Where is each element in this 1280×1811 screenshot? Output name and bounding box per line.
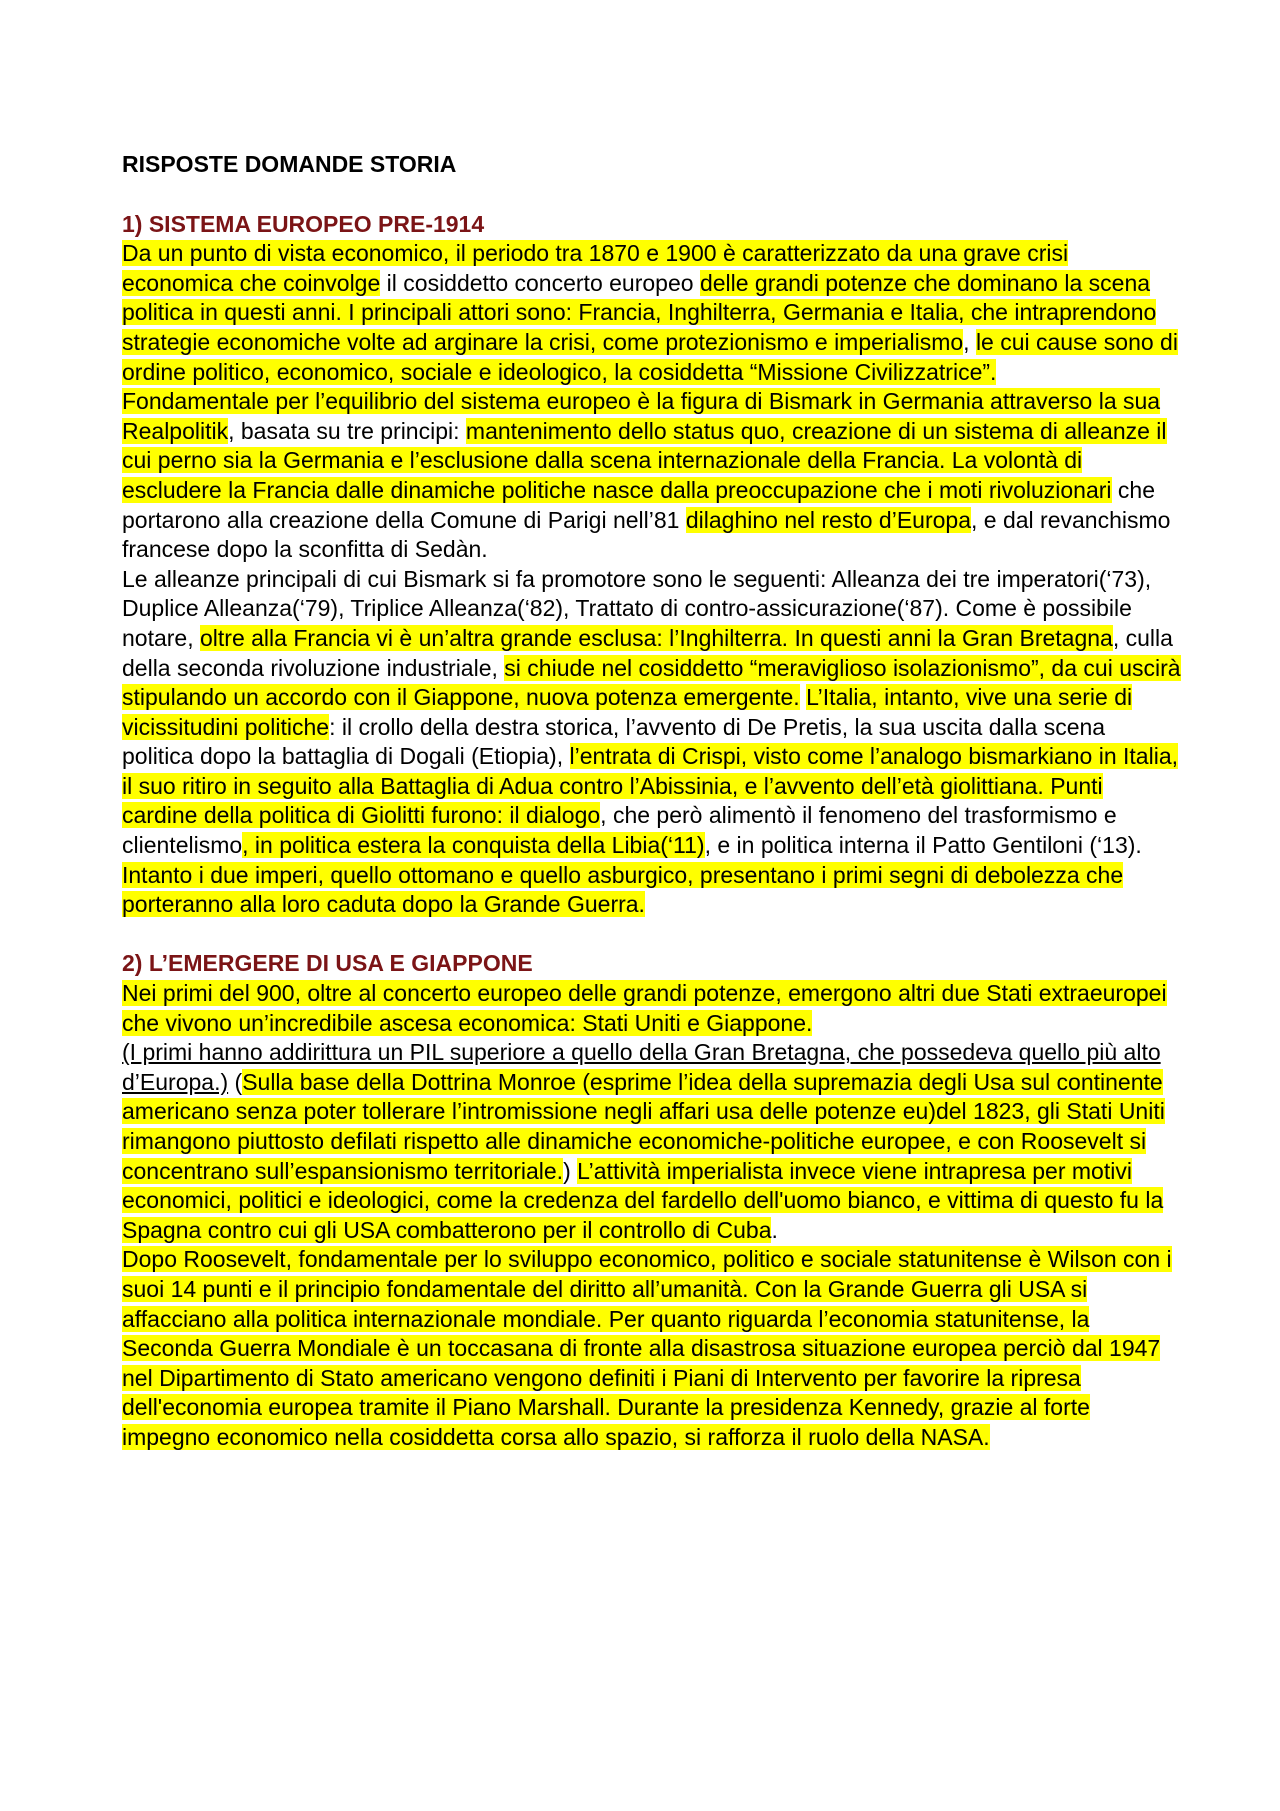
text-run: ( (228, 1068, 243, 1095)
text-run: Le alleanze principali di cui Bismark si fa promotore sono le seguenti: Alleanza dei tre imperatori(‘73), Duplice Alleanza(‘79), Triplice Alleanza(‘82), Trattato di contro-assicurazione(‘87). Come è possibile notare, (122, 565, 1152, 651)
underlined-text: (I primi hanno addirittura un PIL superiore a quello della Gran Bretagna, che possedeva quello più alto d’Europa.) (122, 1039, 1161, 1095)
text-run: . (771, 1216, 778, 1243)
text-run: , che però alimentò il fenomeno del trasformismo e clientelismo (122, 802, 1117, 859)
section-heading: 1) SISTEMA EUROPEO PRE-1914 (122, 210, 485, 237)
highlighted-text: delle grandi potenze che dominano la scena politica in questi anni. I principali attori sono: Francia, Inghilterra, Germania e Italia, che intraprendono strategie economiche volte ad arginare la crisi, come protezionismo e imperialismo (122, 269, 1157, 355)
text-run: ) (563, 1157, 578, 1184)
text-run: , (963, 328, 976, 355)
highlighted-text: Intanto i due imperi, quello ottomano e quello asburgico, presentano i primi segni di debolezza che porteranno alla loro caduta dopo la Grande Guerra. (122, 861, 1124, 918)
paragraph (122, 979, 1182, 1038)
highlighted-text: Sulla base della Dottrina Monroe (esprime l’idea della supremazia degli Usa sul continente americano senza poter tollerare l’intromissione negli affari usa delle potenze eu)del 1823, gli Stati Uniti rimangono piuttosto defilati rispetto alle dinamiche economiche-politiche europee, e con Roosevelt si concentrano sull’espansionismo territoriale. (122, 1068, 1165, 1184)
document-page (122, 150, 1182, 1482)
highlighted-text: L’Italia, intanto, vive una serie di vicissitudini politiche (122, 684, 1133, 740)
paragraph (122, 565, 1182, 920)
highlighted-text: Nei primi del 900, oltre al concerto europeo delle grandi potenze, emergono altri due Stati extraeuropei che vivono un’incredibile ascesa economica: Stati Uniti e Giappone. (122, 980, 1167, 1036)
text-run: , e in politica interna il Patto Gentiloni (‘13). (704, 832, 1142, 859)
text-run: il cosiddetto concerto europeo (380, 269, 700, 296)
highlighted-text: dilaghino nel resto d’Europa (685, 506, 971, 533)
highlighted-text: oltre alla Francia vi è un’altra grande esclusa: l’Inghilterra. In questi anni la Gran Bretagna (200, 624, 1113, 651)
text-run: , culla della seconda rivoluzione industriale, (122, 624, 1173, 681)
highlighted-text: le cui cause sono di ordine politico, economico, sociale e ideologico, la cosiddetta “Missione Civilizzatrice”. (122, 328, 1178, 385)
text-run: , basata su tre principi: (228, 417, 466, 444)
paragraph (122, 387, 1182, 565)
document-title: RISPOSTE DOMANDE STORIA (122, 151, 457, 177)
paragraph (122, 1245, 1182, 1452)
highlighted-text: l’entrata di Crispi, visto come l’analogo bismarkiano in Italia, il suo ritiro in seguito alla Battaglia di Adua contro l’Abissinia, e l’avvento dell’età giolittiana. Punti cardine della politica di Giolitti furono: il dialogo (122, 743, 1179, 829)
section-2 (122, 949, 1182, 1452)
sections-container (122, 210, 1182, 1453)
section-1 (122, 210, 1182, 920)
text-run: : il crollo della destra storica, l’avvento di De Pretis, la sua uscita dalla scena politica dopo la battaglia di Dogali (Etiopia), (122, 713, 1106, 770)
highlighted-text: Fondamentale per l’equilibrio del sistema europeo è la figura di Bismark in Germania attraverso la sua Realpolitik (122, 388, 1161, 444)
paragraph (122, 1038, 1182, 1245)
paragraph (122, 239, 1182, 387)
highlighted-text: Da un punto di vista economico, il periodo tra 1870 e 1900 è caratterizzato da una grave crisi economica che coinvolge (122, 240, 1069, 296)
highlighted-text: , in politica estera la conquista della Libia(‘11) (242, 832, 705, 859)
section-heading: 2) L’EMERGERE DI USA E GIAPPONE (122, 950, 533, 977)
text-run: che portarono alla creazione della Comune di Parigi nell’81 (122, 476, 1156, 533)
highlighted-text: Dopo Roosevelt, fondamentale per lo sviluppo economico, politico e sociale statunitense è Wilson con i suoi 14 punti e il principio fondamentale del diritto all’umanità. Con la Grande Guerra gli USA si affacciano alla politica internazionale mondiale. Per quanto riguarda l’economia statunitense, la Seconda Guerra Mondiale è un toccasana di fronte alla disastrosa situazione europea perciò dal 1947 nel Dipartimento di Stato americano vengono definiti i Piani di Intervento per favorire la ripresa dell'economia europea tramite il Piano Marshall. Durante la presidenza Kennedy, grazie al forte impegno economico nella cosiddetta corsa allo spazio, si rafforza il ruolo della NASA. (122, 1246, 1172, 1450)
text-run: , e dal revanchismo francese dopo la sconfitta di Sedàn. (122, 506, 1171, 563)
highlighted-text: L’attività imperialista invece viene intrapresa per motivi economici, politici e ideologici, come la credenza del fardello dell'uomo bianco, e vittima di questo fu la Spagna contro cui gli USA combatterono per il controllo di Cuba (122, 1157, 1164, 1243)
highlighted-text: mantenimento dello status quo, creazione di un sistema di alleanze il cui perno sia la Germania e l’esclusione dalla scena internazionale della Francia. La volontà di escludere la Francia dalle dinamiche politiche nasce dalla preoccupazione che i moti rivoluzionari (122, 417, 1167, 503)
highlighted-text: si chiude nel cosiddetto “meraviglioso isolazionismo”, da cui uscirà stipulando un accordo con il Giappone, nuova potenza emergente. (122, 654, 1181, 711)
